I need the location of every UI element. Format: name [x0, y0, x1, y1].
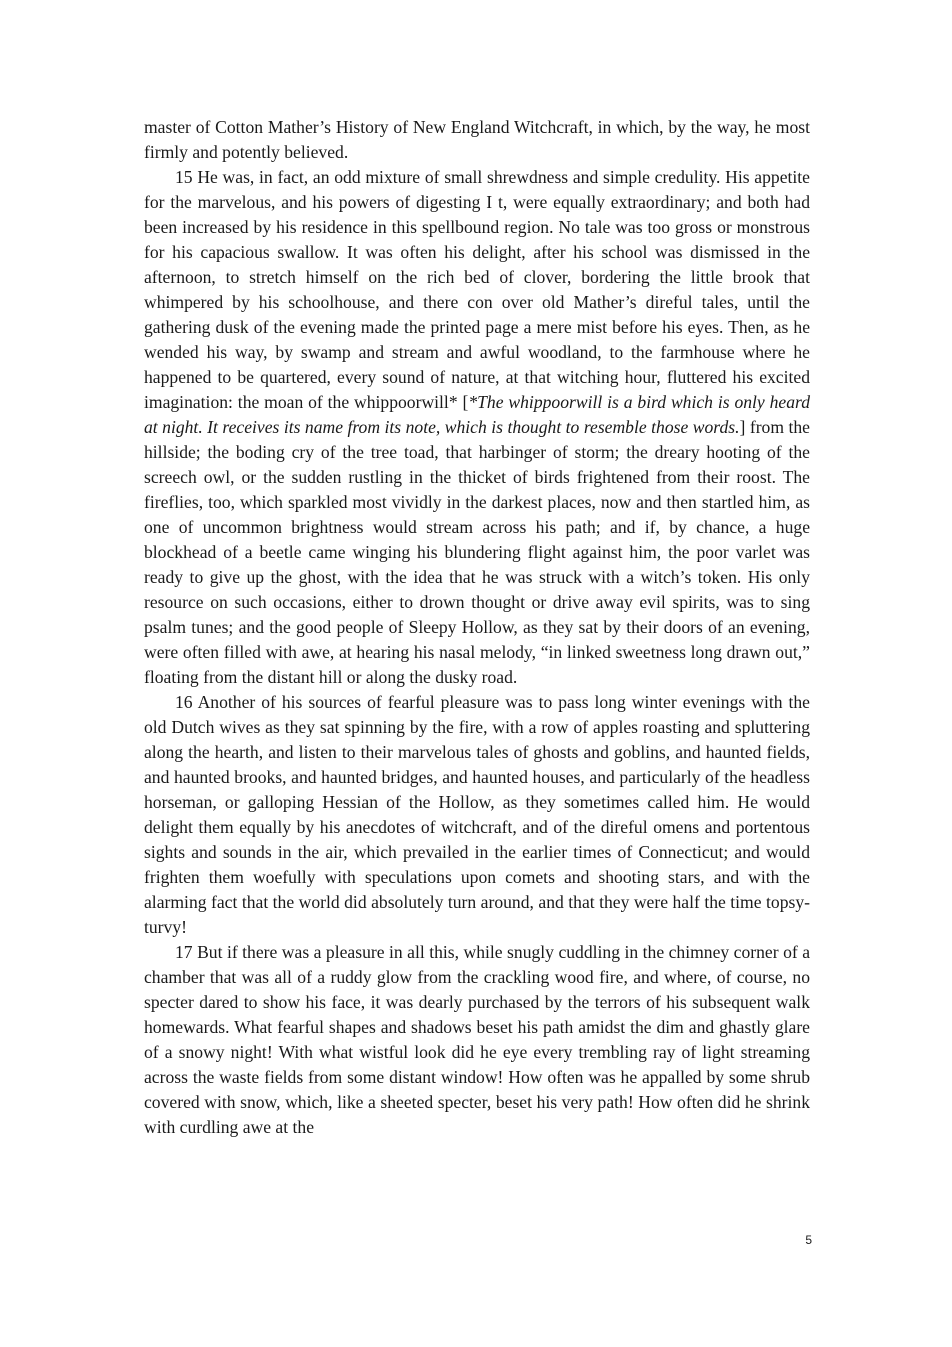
- paragraph-14-continued: master of Cotton Mather’s History of New England Witchcraft, in which, by the way, he most firmly and potently believed.: [144, 117, 810, 162]
- paragraph-17: 17 But if there was a pleasure in all this, while snugly cuddling in the chimney corner of a chamber that was all of a ruddy glow from the crackling wood fire, and where, of course, no specter dared to show his face, it was dearly purchased by the terrors of his subsequent walk homewards. What fearful shapes and shadows beset his path amidst the dim and ghastly glare of a snowy night! With what wistful look did he eye every trembling ray of light streaming across the waste fields from some distant window! How often was he appalled by some shrub covered with snow, which, like a sheeted specter, beset his very path! How often did he shrink with curdling awe at the: [144, 942, 810, 1137]
- paragraph-16: 16 Another of his sources of fearful pleasure was to pass long winter evenings with the old Dutch wives as they sat spinning by the fire, with a row of apples roasting and spluttering along the hearth, and listen to their marvelous tales of ghosts and goblins, and haunted fields, and haunted brooks, and haunted bridges, and haunted houses, and particularly of the headless horseman, or galloping Hessian of the Hollow, as they sometimes called him. He would delight them equally by his anecdotes of witchcraft, and of the direful omens and portentous sights and sounds in the air, which prevailed in the earlier times of Connecticut; and would frighten them woefully with speculations upon comets and shooting stars, and with the alarming fact that the world did absolutely turn around, and that they were half the time topsy-turvy!: [144, 692, 810, 937]
- paragraph-15-text-start: 15 He was, in fact, an odd mixture of small shrewdness and simple credulity. His appetite for the marvelous, and his powers of digesting I t, were equally extraordinary; and both had been increased by his residence in this spellbound region. No tale was too gross or monstrous for his capacious swallow. It was often his delight, after his school was dismissed in the afternoon, to stretch himself on the rich bed of clover, bordering the little brook that whimpered by his schoolhouse, and there con over old Mather’s direful tales, until the gathering dusk of the evening made the printed page a mere mist before his eyes. Then, as he wended his way, by swamp and stream and awful woodland, to the farmhouse where he happened to be quartered, every sound of nature, at that witching hour, fluttered his excited imagination: the moan of the whippoorwill* [: [144, 167, 810, 412]
- whippoorwill-footnote: *The whippoorwill is a bird which is only heard at night. It receives its name from its note, which is thought to resemble those words.: [144, 392, 810, 437]
- page-number: 5: [805, 1233, 812, 1247]
- paragraph-15: [144, 165, 810, 690]
- paragraph-15-text-end: ] from the hillside; the boding cry of the tree toad, that harbinger of storm; the dreary hooting of the screech owl, or the sudden rustling in the thicket of birds frightened from their roost. The fireflies, too, which sparkled most vividly in the darkest places, now and then startled him, as one of uncommon brightness would stream across his path; and if, by chance, a huge blockhead of a beetle came winging his blundering flight against him, the poor varlet was ready to give up the ghost, with the idea that he was struck with a witch’s token. His only resource on such occasions, either to drown thought or drive away evil spirits, was to sing psalm tunes; and the good people of Sleepy Hollow, as they sat by their doors of an evening, were often filled with awe, at hearing his nasal melody, “in linked sweetness long drawn out,” floating from the distant hill or along the dusky road.: [144, 417, 810, 687]
- page-body: [144, 115, 810, 1140]
